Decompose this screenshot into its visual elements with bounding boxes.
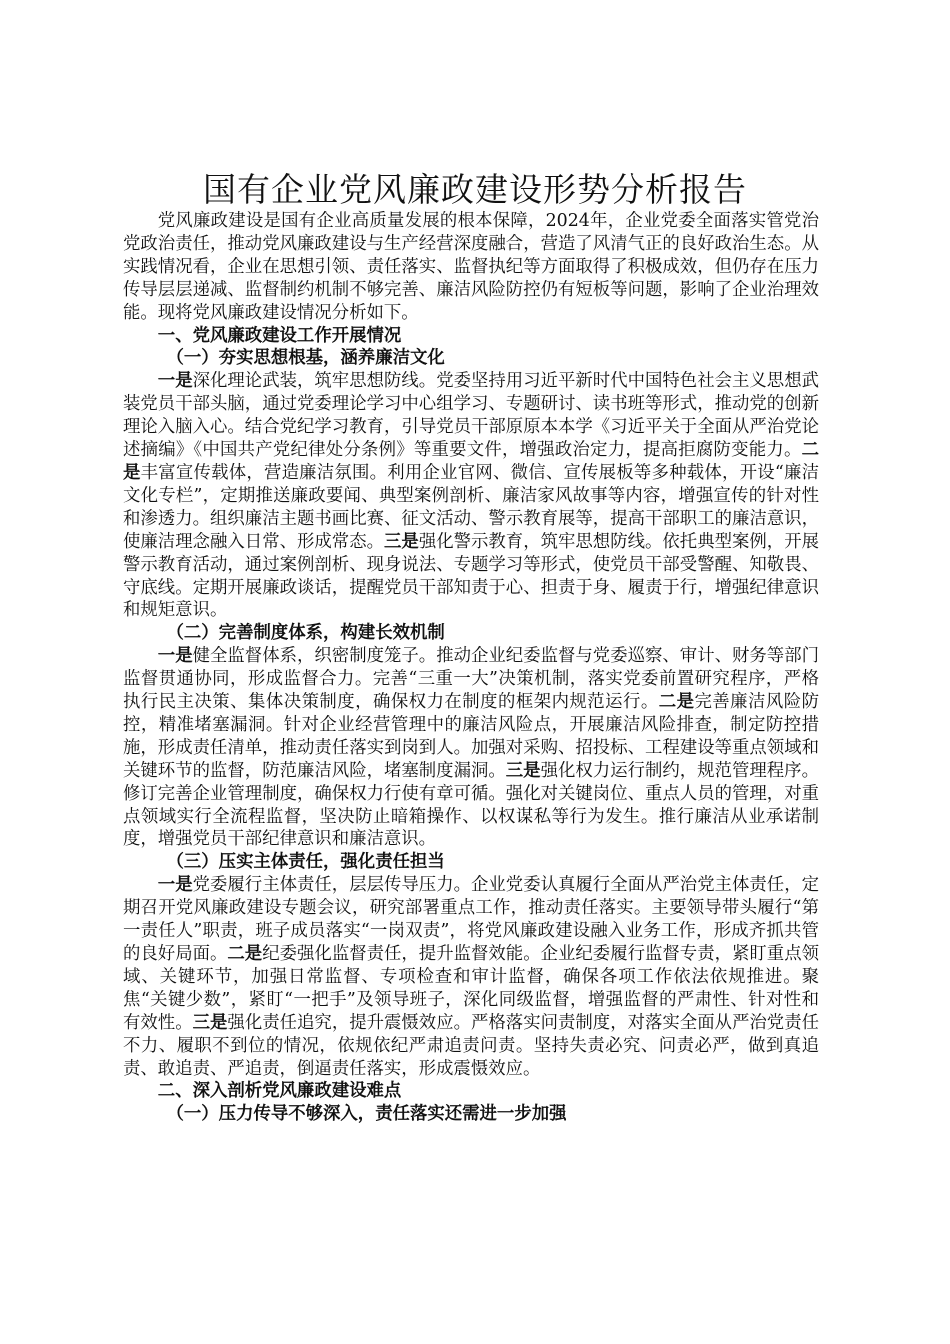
section-heading-2: 二、深入剖析党风廉政建设难点	[157, 1081, 402, 1102]
body-text: 完善廉洁风险防控，精准堵塞漏洞。针对企业经营管理中的廉洁风险点，开展廉洁风险排查，制定防控措施，形成责任清单，推动责任落实到岗到人。加强对采购、招投标、工程建设等重点领域和关键环节的监督，防范廉洁风险，堵塞制度漏洞。	[123, 692, 819, 781]
subsection-heading-1-3: （三）压实主体责任，强化责任担当	[166, 852, 445, 873]
lead-phrase: 三是	[505, 760, 541, 781]
body-text: 丰富宣传载体，营造廉洁氛围。利用企业官网、微信、宣传展板等多种载体，开设“廉洁文化专栏”，定期推送廉政要闻、典型案例剖析、廉洁家风故事等内容，增强宣传的针对性和渗透力。组织廉洁主题书画比赛、征文活动、警示教育展等，提高干部职工的廉洁意识，使廉洁理念融入日常、形成常态。	[123, 462, 819, 552]
intro-paragraph: 党风廉政建设是国有企业高质量发展的根本保障，2024年，企业党委全面落实管党治党政治责任，推动党风廉政建设与生产经营深度融合，营造了风清气正的良好政治生态。从实践情况看，企业在思想引领、责任落实、监督执纪等方面取得了积极成效，但仍存在压力传导层层递减、监督制约机制不够完善、廉洁风险防控仍有短板等问题，影响了企业治理效能。现将党风廉政建设情况分析如下。	[123, 211, 819, 323]
lead-phrase: 二是	[658, 692, 695, 713]
section-heading-1: 一、党风廉政建设工作开展情况	[157, 325, 402, 346]
body-paragraph-1-2	[123, 645, 819, 851]
lead-phrase: 一是	[157, 875, 193, 896]
body-text: 党委履行主体责任，层层传导压力。企业党委认真履行全面从严治党主体责任，定期召开党风廉政建设专题会议，研究部署重点工作，推动责任落实。主要领导带头履行“第一责任人”职责，班子成员落实“一岗双责”，将党风廉政建设融入业务工作，形成齐抓共管的良好局面。	[123, 875, 819, 964]
body-text: 强化警示教育，筑牢思想防线。依托典型案例，开展警示教育活动，通过案例剖析、现身说法、专题学习等形式，使党员干部受警醒、知敬畏、守底线。定期开展廉政谈话，提醒党员干部知责于心、担责于身、履责于行，增强纪律意识和规矩意识。	[123, 531, 819, 621]
body-text: 健全监督体系，织密制度笼子。推动企业纪委监督与党委巡察、审计、财务等部门监督贯通协同，形成监督合力。完善“三重一大”决策机制，落实党委前置研究程序，严格执行民主决策、集体决策制度，确保权力在制度的框架内规范运行。	[123, 646, 819, 713]
lead-phrase: 二是	[227, 944, 263, 964]
lead-phrase: 一是	[157, 371, 193, 392]
subsection-heading-1-2: （二）完善制度体系，构建长效机制	[166, 623, 445, 644]
subsection-heading-2-1: （一）压力传导不够深入，责任落实还需进一步加强	[166, 1104, 567, 1125]
document-body	[123, 210, 819, 1126]
lead-phrase: 一是	[157, 646, 193, 667]
subsection-heading-1-1: （一）夯实思想根基，涵养廉洁文化	[166, 348, 445, 369]
lead-phrase: 二是	[123, 440, 819, 483]
body-text: 纪委强化监督责任，提升监督效能。企业纪委履行监督专责，紧盯重点领域、关键环节，加强日常监督、专项检查和审计监督，确保各项工作依法依规推进。聚焦“关键少数”，紧盯“一把手”及领导班子，深化同级监督，增强监督的严肃性、针对性和有效性。	[123, 944, 819, 1033]
body-paragraph-1-1	[123, 370, 819, 622]
body-text: 强化权力运行制约，规范管理程序。修订完善企业管理制度，确保权力行使有章可循。强化对关键岗位、重点人员的管理，对重点领域实行全流程监督，坚决防止暗箱操作、以权谋私等行为发生。推行廉洁从业承诺制度，增强党员干部纪律意识和廉洁意识。	[123, 760, 819, 850]
body-text: 深化理论武装，筑牢思想防线。党委坚持用习近平新时代中国特色社会主义思想武装党员干部头脑，通过党委理论学习中心组学习、专题研讨、读书班等形式，推动党的创新理论入脑入心。结合党纪学习教育，引导党员干部原原本本学《习近平关于全面从严治党论述摘编》《中国共产党纪律处分条例》等重要文件，增强政治定力，提高拒腐防变能力。	[123, 371, 819, 461]
document-title: 国有企业党风廉政建设形势分析报告	[203, 170, 747, 209]
lead-phrase: 三是	[192, 1012, 228, 1033]
body-text: 强化责任追究，提升震慑效应。严格落实问责制度，对落实全面从严治党责任不力、履职不到位的情况，依规依纪严肃追责问责。坚持失责必究、问责必严，做到真追责、敢追责、严追责，倒逼责任落实，形成震慑效应。	[123, 1012, 819, 1079]
lead-phrase: 三是	[384, 531, 419, 552]
body-paragraph-1-3	[123, 874, 819, 1080]
